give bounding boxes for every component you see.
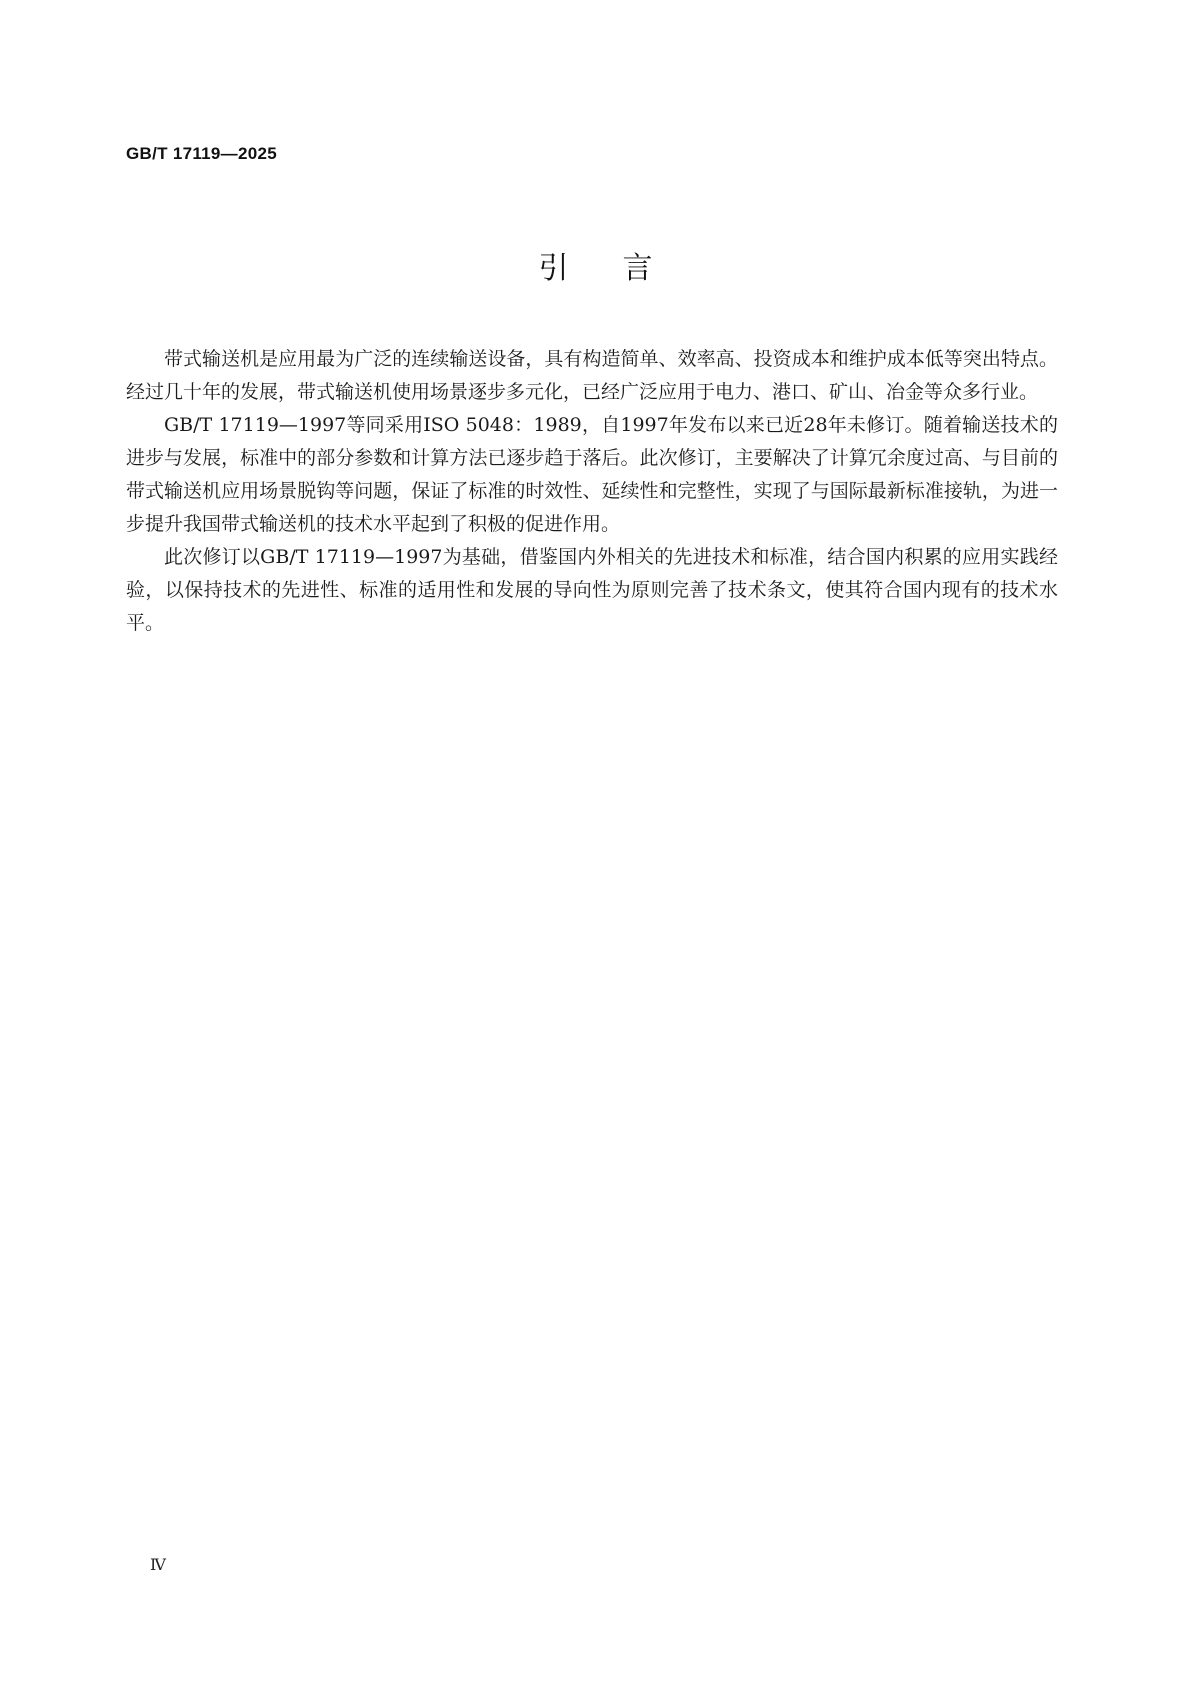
standard-code-header: GB/T 17119—2025 [126,144,277,163]
paragraph-3: 此次修订以GB/T 17119—1997为基础，借鉴国内外相关的先进技术和标准，结合国内积累的应用实践经验，以保持技术的先进性、标准的适用性和发展的导向性为原则完善了技术条文，使其符合国内现有的技术水平。 [126,546,1058,634]
page-number: Ⅳ [150,1555,166,1574]
paragraph-1: 带式输送机是应用最为广泛的连续输送设备，具有构造简单、效率高、投资成本和维护成本低等突出特点。经过几十年的发展，带式输送机使用场景逐步多元化，已经广泛应用于电力、港口、矿山、冶金等众多行业。 [126,348,1058,403]
introduction-body [126,343,1058,640]
page-title: 引言 [538,251,707,286]
paragraph-2: GB/T 17119—1997等同采用ISO 5048：1989，自1997年发布以来已近28年未修订。随着输送技术的进步与发展，标准中的部分参数和计算方法已逐步趋于落后。此次修订，主要解决了计算冗余度过高、与目前的带式输送机应用场景脱钩等问题，保证了标准的时效性、延续性和完整性，实现了与国际最新标准接轨，为进一步提升我国带式输送机的技术水平起到了积极的促进作用。 [126,414,1058,535]
